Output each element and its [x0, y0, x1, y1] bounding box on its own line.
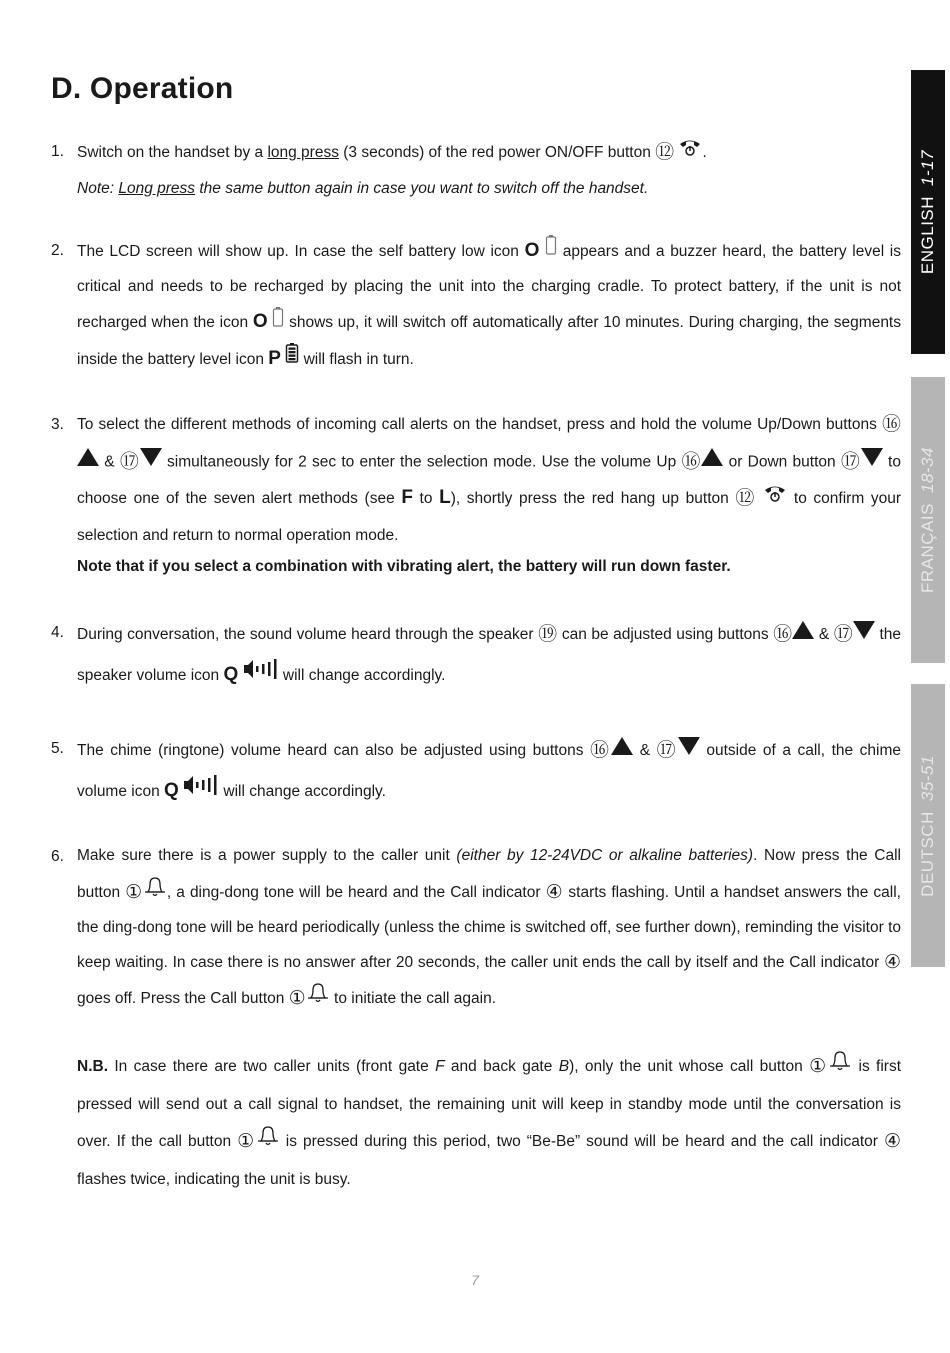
text: Make sure there is a power supply to the caller unit	[77, 847, 457, 864]
ref-17: ⑰	[656, 740, 678, 762]
icon-letter: Q	[164, 780, 179, 802]
ref-17: ⑰	[833, 624, 853, 646]
text: outside of a call, the chime volume icon	[77, 742, 901, 801]
ref-1: ①	[809, 1056, 829, 1078]
icon-letter: F	[401, 487, 413, 509]
text: Switch on the handset by a	[77, 144, 268, 162]
step-text	[77, 233, 901, 377]
speaker-volume-icon	[243, 656, 279, 696]
nb-label: N.B.	[77, 1058, 108, 1076]
step-text	[77, 839, 901, 1018]
tab-francais-range: 18-34	[918, 447, 938, 494]
emphasis-text: F	[435, 1058, 445, 1076]
text: will flash in turn.	[299, 350, 414, 368]
text: . Now press the Call button	[77, 847, 901, 901]
text: appears and a buzzer heard, the battery level is critical and needs to be recharged by placing the unit into the charging cradle. To protect battery, if the unit is not recharged when the icon	[77, 243, 902, 332]
text: flashes twice, indicating the unit is busy.	[77, 1171, 351, 1188]
text: shows up, it will switch off automatically after 10 minutes. During charging, the segments inside the battery level icon	[77, 314, 901, 368]
triangle-up-icon	[77, 444, 99, 481]
nb-text	[77, 1048, 901, 1198]
text: to initiate the call again.	[329, 989, 497, 1007]
step-number: 4.	[51, 624, 64, 641]
text: the speaker volume icon	[77, 626, 902, 685]
ref-4: ④	[883, 1131, 901, 1153]
battery-empty-icon	[545, 234, 557, 269]
ref-12: ⑫	[735, 488, 757, 510]
ref-4: ④	[545, 881, 564, 903]
tab-english-range: 1-17	[918, 149, 938, 186]
power-hangup-icon	[678, 135, 702, 171]
ref-12: ⑫	[655, 142, 675, 164]
language-tabs	[911, 0, 950, 1353]
tab-deutsch-label: DEUTSCH	[918, 810, 937, 897]
text: and back gate	[444, 1058, 559, 1076]
tab-english-label: ENGLISH	[918, 195, 938, 275]
ref-1: ①	[125, 881, 143, 903]
text: to confirm your selection and return to normal operation mode.	[77, 490, 902, 544]
text: ), only the unit whose call button	[569, 1058, 810, 1076]
step-note	[77, 171, 901, 207]
text: can be adjusted using buttons	[557, 626, 774, 644]
text: will change accordingly.	[278, 667, 446, 685]
triangle-up-icon	[701, 444, 723, 481]
text: simultaneously for 2 sec to enter the selection mode. Use the volume Up	[161, 452, 682, 470]
step-5	[51, 731, 901, 812]
emphasis-text: (either by 12-24VDC or alkaline batteries)	[456, 847, 754, 864]
step-2	[51, 233, 901, 377]
text: &	[99, 452, 120, 470]
text: starts flashing. Until a handset answers the call, the ding-dong tone will be heard periodically (unless the chime is switched off, see further down), reminding the visitor to keep waiting. In case there is no answer after 20 seconds, the caller unit ends the call by itself and the Call indicator	[77, 883, 901, 971]
ref-16: ⑯	[681, 450, 702, 472]
text: The chime (ringtone) volume heard can also be adjusted using buttons	[77, 742, 590, 760]
triangle-down-icon	[140, 444, 162, 481]
text: ), shortly press the red hang up button	[450, 490, 736, 508]
tab-francais-label: FRANÇAIS	[918, 503, 938, 593]
ref-1: ①	[288, 987, 306, 1009]
text: In case there are two caller units (front gate	[108, 1058, 436, 1076]
ref-19: ⑲	[538, 624, 558, 646]
icon-letter: O	[524, 240, 540, 261]
triangle-down-icon	[853, 615, 875, 655]
text: , a ding-dong tone will be heard and the Call indicator	[166, 883, 546, 901]
icon-letter: O	[252, 311, 268, 333]
nb-note	[51, 1048, 901, 1198]
ref-17: ⑰	[119, 450, 140, 472]
text: During conversation, the sound volume heard through the speaker	[77, 626, 539, 644]
page-number: 7	[471, 1272, 479, 1288]
tab-deutsch-range: 35-51	[918, 754, 937, 801]
bell-icon	[828, 1048, 852, 1086]
step-number: 3.	[51, 416, 64, 433]
step-text	[77, 615, 901, 696]
triangle-down-icon	[678, 731, 700, 771]
emphasis-text: B	[558, 1058, 570, 1076]
step-6	[51, 839, 901, 1018]
text: to	[412, 490, 440, 508]
step-4	[51, 615, 901, 696]
text: &	[633, 742, 657, 760]
step-text	[77, 407, 901, 554]
step-number: 1.	[51, 143, 64, 160]
tab-english[interactable]	[911, 70, 945, 354]
text: goes off. Press the Call button	[77, 989, 289, 1007]
battery-full-icon	[285, 342, 299, 377]
icon-letter: Q	[223, 664, 239, 686]
battery-empty-icon	[272, 306, 284, 341]
icon-letter: L	[439, 487, 451, 509]
step-3	[51, 407, 901, 580]
step-number: 5.	[51, 740, 64, 757]
ref-4: ④	[883, 951, 901, 973]
tab-deutsch[interactable]	[911, 684, 945, 967]
bell-icon	[143, 874, 167, 912]
ref-16: ⑯	[773, 624, 793, 646]
triangle-down-icon	[861, 444, 883, 481]
page-title: D. Operation	[51, 72, 234, 105]
step-number: 2.	[51, 242, 64, 259]
text: or Down button	[723, 452, 841, 470]
bell-icon	[306, 980, 330, 1018]
text: &	[814, 626, 834, 644]
text: (3 seconds) of the red power ON/OFF button	[338, 144, 656, 162]
text: the same button again in case you want to switch off the handset.	[195, 180, 649, 198]
step-number: 6.	[51, 848, 64, 865]
text: is pressed during this period, two “Be-Be” sound will be heard and the call indicator	[279, 1133, 884, 1151]
emphasis-text: Long press	[118, 180, 196, 198]
speaker-volume-icon	[183, 772, 219, 812]
emphasis-text: long press	[267, 144, 339, 162]
bell-icon	[256, 1123, 280, 1161]
triangle-up-icon	[611, 731, 633, 771]
step-warning: Note that if you select a combination with vibrating alert, the battery will run down faster.	[77, 558, 731, 576]
ref-1: ①	[237, 1131, 256, 1153]
text: Note:	[77, 180, 119, 198]
triangle-up-icon	[792, 615, 814, 655]
step-text	[77, 135, 901, 171]
ref-16: ⑯	[589, 740, 612, 762]
step-text	[77, 731, 901, 812]
text: to choose one of the seven alert methods (see	[77, 452, 901, 508]
icon-letter: P	[268, 347, 281, 369]
text: will change accordingly.	[219, 783, 386, 801]
text: To select the different methods of incoming call alerts on the handset, press and hold the volume Up/Down buttons	[77, 416, 882, 433]
power-hangup-icon	[763, 481, 787, 518]
step-1	[51, 135, 901, 207]
text: is first pressed will send out a call signal to handset, the remaining unit will keep in standby mode until the conversation is over. If the call button	[77, 1058, 902, 1151]
text: .	[702, 144, 707, 162]
ref-16: ⑯	[881, 414, 901, 435]
text: The LCD screen will show up. In case the self battery low icon	[77, 243, 525, 260]
ref-17: ⑰	[840, 450, 861, 472]
tab-francais[interactable]	[911, 377, 945, 663]
